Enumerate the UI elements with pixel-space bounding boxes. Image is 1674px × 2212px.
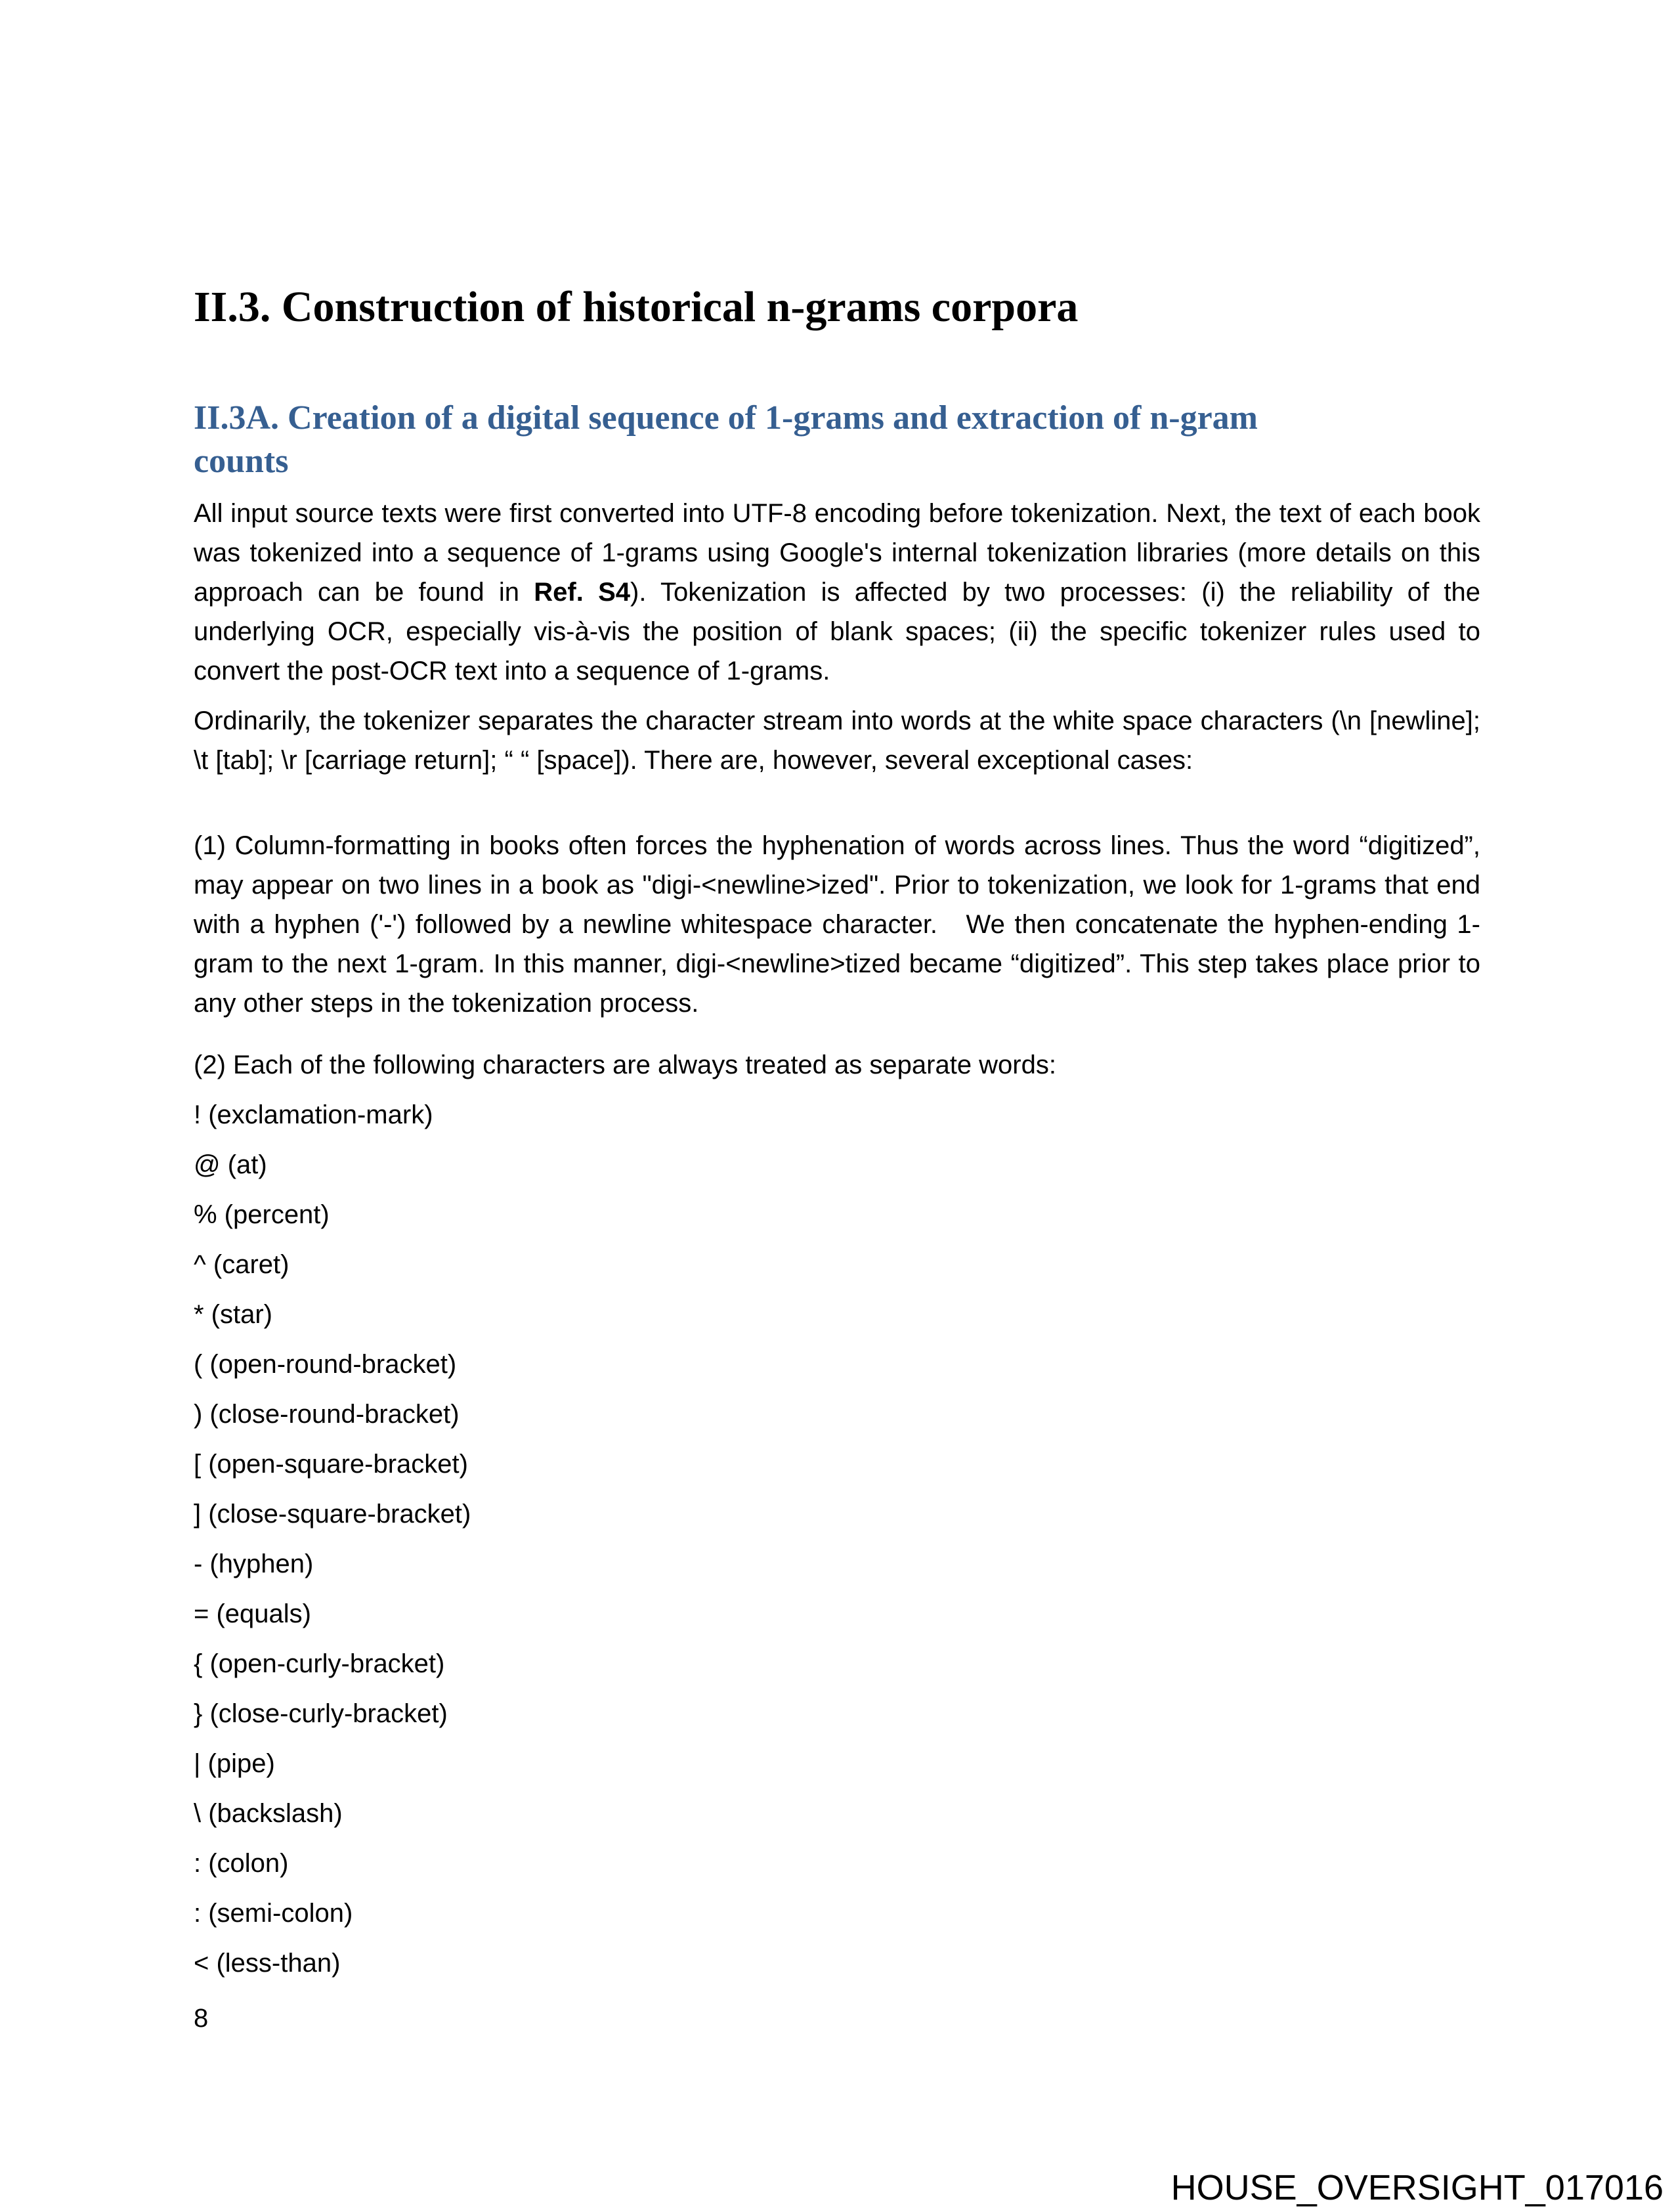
- page-title: II.3. Construction of historical n-grams corpora: [194, 283, 1079, 331]
- footer-stamp: HOUSE_OVERSIGHT_017016: [1170, 2168, 1663, 2207]
- ref-s4-bold: Ref. S4: [534, 578, 631, 607]
- separator-item-less-than: < (less-than): [194, 1949, 341, 1978]
- separator-item-caret: ^ (caret): [194, 1250, 290, 1279]
- separator-item-colon: : (colon): [194, 1849, 289, 1878]
- separator-item-pipe: | (pipe): [194, 1749, 275, 1778]
- separator-item-hyphen: - (hyphen): [194, 1550, 314, 1578]
- paragraph-exception-1: (1) Column-formatting in books often forces the hyphenation of words across lines. Thus the word “digitized”, may appear on two lines in a book as "digi-<newline>ized". Prior to tokenization, we look for 1-grams that end with a hyphen ('-') followed by a newline whitespace character. We then concatenate the hyphen-ending 1-gram to the next 1-gram. In this manner, digi-<newline>tized became “digitized”. This step takes place prior to any other steps in the tokenization process.: [194, 831, 1480, 1018]
- separator-item-open-curly-bracket: { (open-curly-bracket): [194, 1649, 445, 1678]
- paragraph-intro-text-after-ref: ). Tokenization is affected by two processes: (i) the reliability of the underlying OCR, especially vis-à-vis the position of blank spaces; (ii) the specific tokenizer rules used to convert the post-OCR text into a sequence of 1-grams.: [194, 578, 1480, 685]
- paragraph-intro: [194, 494, 1480, 691]
- paragraph-tokenizer-rules: Ordinarily, the tokenizer separates the character stream into words at the white space characters (\n [newline]; \t [tab]; \r [carriage return]; “ “ [space]). There are, however, several exceptional cases:: [194, 706, 1480, 775]
- separator-item-semi-colon: : (semi-colon): [194, 1899, 353, 1928]
- paragraph-intro-text-before-ref: All input source texts were first converted into UTF-8 encoding before tokenization. Next, the text of each book was tokenized into a sequence of 1-grams using Google's internal tokenization libraries (more details on this approach can be found in: [194, 499, 1480, 607]
- separator-item-equals: = (equals): [194, 1599, 311, 1628]
- separator-item-close-curly-bracket: } (close-curly-bracket): [194, 1699, 448, 1728]
- section-heading-line1: II.3A. Creation of a digital sequence of 1-grams and extraction of n-gram: [194, 399, 1258, 437]
- separator-item-star: * (star): [194, 1300, 272, 1329]
- page-number: 8: [194, 2004, 209, 2033]
- separator-item-close-square-bracket: ] (close-square-bracket): [194, 1500, 471, 1529]
- separator-item-at: @ (at): [194, 1150, 267, 1179]
- section-heading-line2: counts: [194, 443, 289, 480]
- section-heading: [194, 397, 1480, 483]
- separator-item-close-round-bracket: ) (close-round-bracket): [194, 1400, 460, 1429]
- separator-item-backslash: \ (backslash): [194, 1799, 343, 1828]
- paragraph-exception-2-intro: (2) Each of the following characters are always treated as separate words:: [194, 1051, 1056, 1079]
- separator-item-open-round-bracket: ( (open-round-bracket): [194, 1350, 457, 1379]
- separator-item-percent: % (percent): [194, 1200, 330, 1229]
- separator-item-exclamation: ! (exclamation-mark): [194, 1100, 433, 1129]
- separator-item-open-square-bracket: [ (open-square-bracket): [194, 1450, 468, 1479]
